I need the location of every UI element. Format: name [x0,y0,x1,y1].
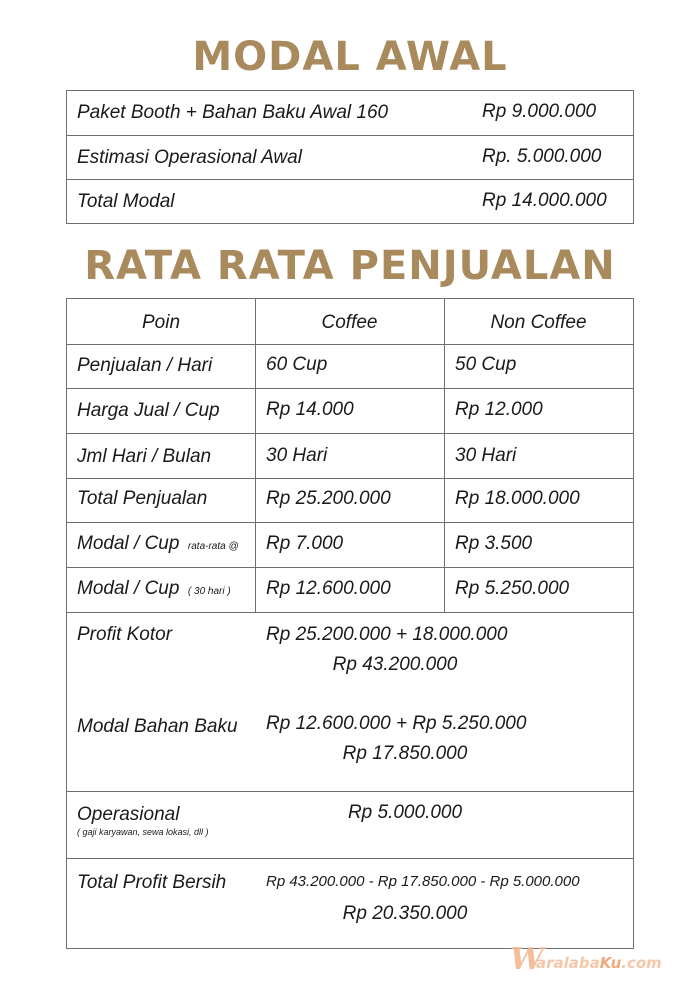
penjualan-title: RATA RATA PENJUALAN [84,243,616,289]
row-label-group [77,533,239,555]
non-coffee-value: Rp 3.500 [455,533,533,554]
column-divider [444,299,445,612]
coffee-value: 30 Hari [266,445,328,466]
row-label: Harga Jual / Cup [77,400,220,421]
logo-text [536,954,662,972]
column-divider [255,299,256,612]
header-non-coffee: Non Coffee [490,312,587,333]
logo-middle: aralaba [536,954,600,972]
non-coffee-value: Rp 5.250.000 [455,578,570,599]
row-note: ( 30 hari ) [187,586,231,597]
modal-awal-table [66,90,634,224]
operasional-note: ( gaji karyawan, sewa lokasi, dll ) [77,827,209,837]
header-poin: Poin [141,312,181,333]
modal-row [67,135,633,180]
operasional-label: Operasional [77,804,180,825]
row-note: rata-rata @ [187,541,239,552]
total-profit-label: Total Profit Bersih [77,872,227,893]
coffee-value: Rp 25.200.000 [266,488,391,509]
profit-kotor-formula: Rp 25.200.000 + 18.000.000 [266,624,508,645]
waralabaku-logo [510,940,690,980]
modal-row [67,179,633,224]
total-profit-formula: Rp 43.200.000 - Rp 17.850.000 - Rp 5.000.000 [266,873,580,890]
total-profit-result: Rp 20.350.000 [342,903,468,924]
row-label: Total Penjualan [77,488,208,509]
logo-initial: W [510,942,544,977]
non-coffee-value: 50 Cup [455,354,517,375]
modal-value: Rp 14.000.000 [482,190,607,211]
non-coffee-value: Rp 18.000.000 [455,488,580,509]
row-label: Penjualan / Hari [77,355,213,376]
modal-row [67,91,633,135]
row-divider [67,522,633,523]
modal-label: Total Modal [77,191,175,212]
row-divider [67,791,633,792]
logo-ku: Ku [599,954,622,972]
profit-kotor-result: Rp 43.200.000 [332,654,458,675]
coffee-value: Rp 12.600.000 [266,578,391,599]
row-divider [67,858,633,859]
non-coffee-value: 30 Hari [455,445,517,466]
modal-value: Rp 9.000.000 [482,101,597,122]
operasional-value: Rp 5.000.000 [347,802,463,823]
row-label: Modal / Cup [77,533,180,554]
row-divider [67,433,633,434]
logo-suffix: .com [621,954,662,972]
modal-bahan-baku-formula: Rp 12.600.000 + Rp 5.250.000 [266,713,527,734]
row-divider [67,478,633,479]
modal-bahan-baku-result: Rp 17.850.000 [342,743,468,764]
row-label-group [77,578,231,600]
penjualan-table [66,298,634,949]
coffee-value: Rp 14.000 [266,399,354,420]
row-label: Modal / Cup [77,578,180,599]
profit-kotor-label: Profit Kotor [77,624,173,645]
row-label: Jml Hari / Bulan [77,446,212,467]
coffee-value: Rp 7.000 [266,533,344,554]
header-coffee: Coffee [321,312,378,333]
row-divider [67,388,633,389]
modal-value: Rp. 5.000.000 [482,146,602,167]
non-coffee-value: Rp 12.000 [455,399,543,420]
modal-label: Paket Booth + Bahan Baku Awal 160 [77,102,389,123]
modal-bahan-baku-label: Modal Bahan Baku [77,716,238,737]
row-divider [67,567,633,568]
modal-awal-title: MODAL AWAL [192,34,508,80]
coffee-value: 60 Cup [266,354,328,375]
modal-label: Estimasi Operasional Awal [77,147,302,168]
row-divider [67,344,633,345]
row-divider [67,612,633,613]
